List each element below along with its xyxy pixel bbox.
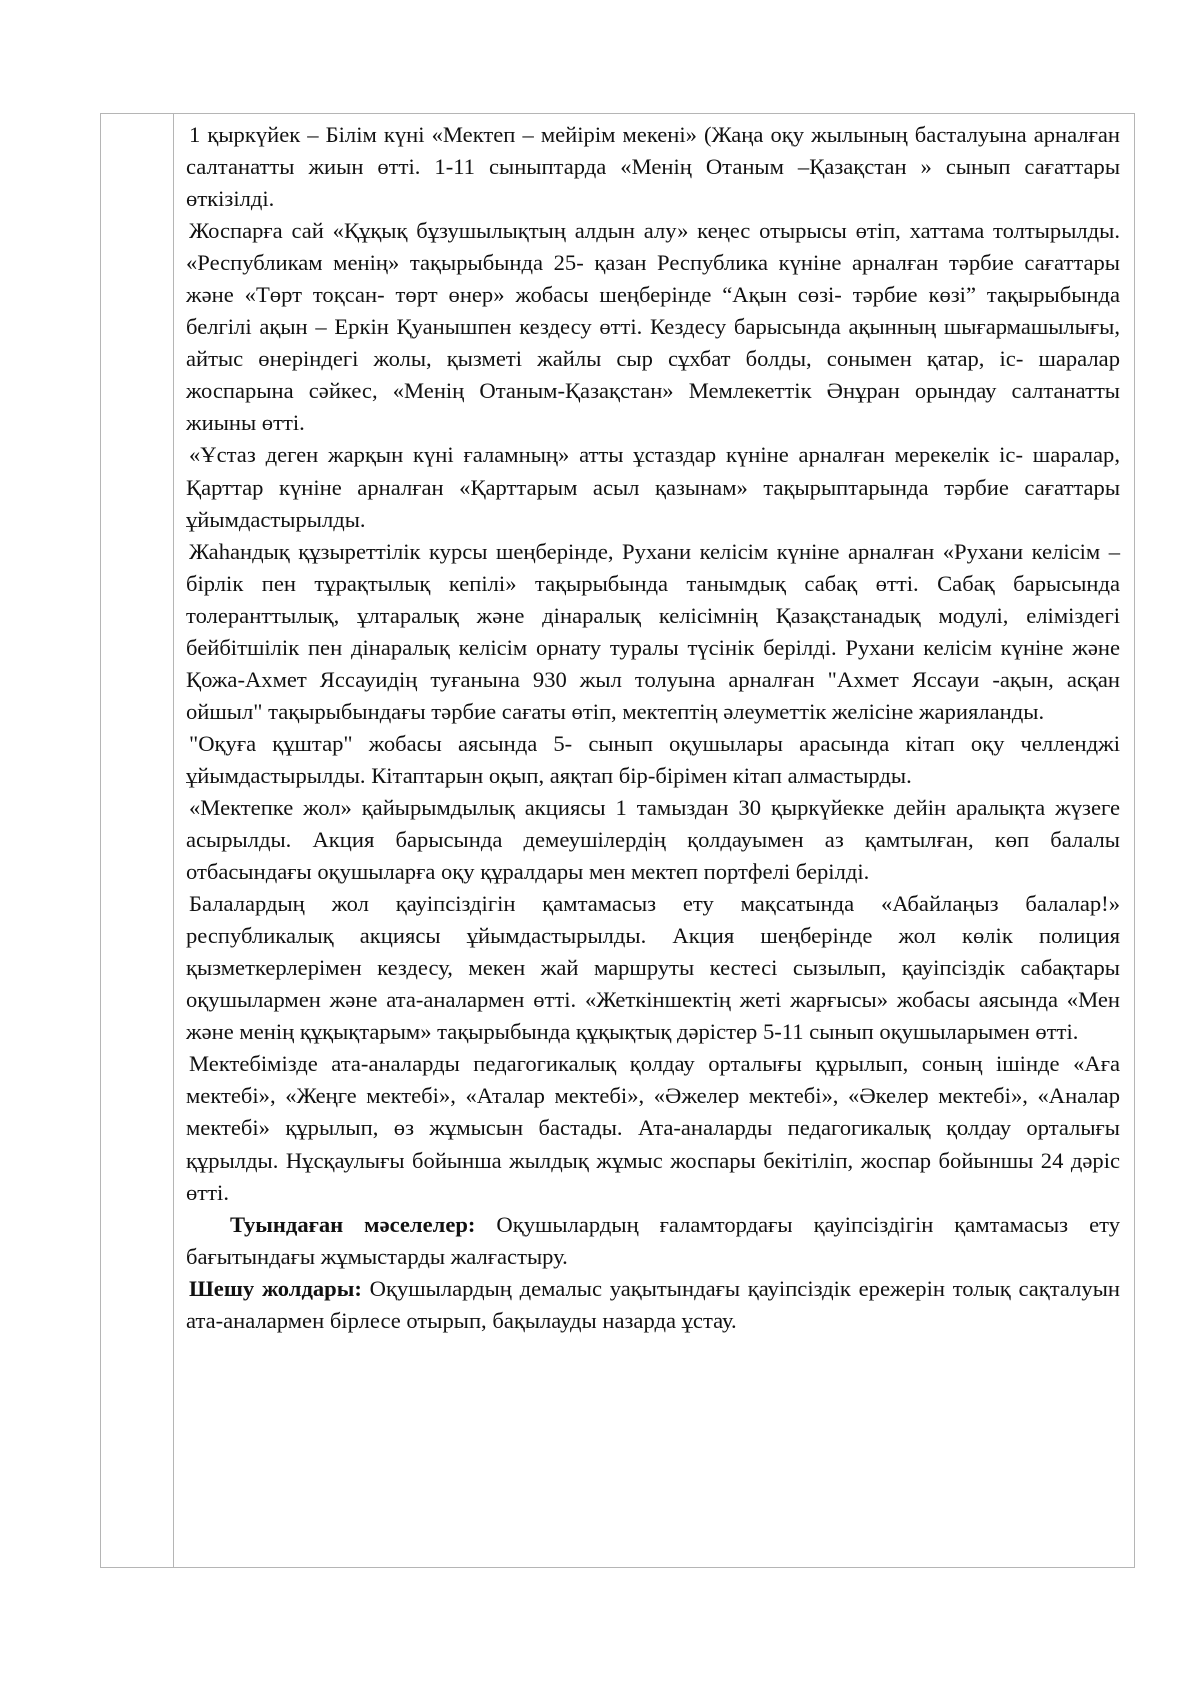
problems-text: Оқушылардың ғаламтордағы қауіпсіздігін қамтамасыз ету бағытындағы жұмыстарды жалғастыру.: [186, 1211, 1120, 1269]
paragraph-solutions: [186, 1273, 1120, 1337]
problems-label: Туындаған мәселелер:: [230, 1211, 476, 1237]
paragraph-knowledge-day: 1 қыркүйек – Білім күні «Мектеп – мейірім мекені» (Жаңа оқу жылының басталуына арналған салтанатты жиын өтті. 1-11 сыныптарда «Менің Отаным –Қазақстан » сынып сағаттары өткізілді.: [186, 122, 1120, 212]
table-left-cell: [101, 114, 174, 1567]
solutions-text: Оқушылардың демалыс уақытындағы қауіпсіздік ережерін толық сақталуын ата-аналармен бірлесе отырып, бақылауды назарда ұстау.: [186, 1275, 1120, 1333]
paragraph-teachers-day: «Ұстаз деген жарқын күні ғаламның» атты ұстаздар күніне арналған мерекелік іс- шаралар, Қарттар күніне арналған «Қарттарым асыл қазынам» тақырыптарында тәрбие сағаттары ұйымдастырылды.: [186, 442, 1120, 532]
paragraph-problems: [186, 1209, 1120, 1273]
solutions-label: Шешу жолдары:: [189, 1275, 362, 1301]
table-text-cell: [174, 114, 1134, 1567]
paragraph-road-safety: Балалардың жол қауіпсіздігін қамтамасыз ету мақсатында «Абайлаңыз балалар!» республикалық акциясы ұйымдастырылды. Акция шеңберінде жол көлік полиция қызметкерлерімен кездесу, мекен жай маршруты кестесі сызылып, қауіпсіздік сабақтары оқушылармен және ата-аналармен өтті. «Жеткіншектің жеті жарғысы» жобасы аясында «Мен және менің құқықтарым» тақырыбында құқықтық дәрістер 5-11 сынып оқушыларымен өтті.: [186, 891, 1120, 1045]
paragraph-parents-center: Мектебімізде ата-аналарды педагогикалық қолдау орталығы құрылып, соның ішінде «Аға мектебі», «Жеңге мектебі», «Аталар мектебі», «Әжелер мектебі», «Әкелер мектебі», «Аналар мектебі» құрылып, өз жұмысын бастады. Ата-аналарды педагогикалық қолдау орталығы құрылды. Нұсқаулығы бойынша жылдық жұмыс жоспары бекітіліп, жоспар бойыншы 24 дәріс өтті.: [186, 1051, 1120, 1205]
paragraph-spiritual-harmony: Жаһандық құзыреттілік курсы шеңберінде, Рухани келісім күніне арналған «Рухани келісім – бірлік пен тұрақтылық кепілі» тақырыбында танымдық сабақ өтті. Сабақ барысында толеранттылық, ұлтаралық және дінаралық келісімнің Қазақстанадық модулі, еліміздегі бейбітшілік пен дінаралық келісім орнату туралы түсінік берілді. Рухани келісім күніне және Қожа-Ахмет Яссауидің туғанына 930 жыл толуына арналған "Ахмет Яссауи -ақын, асқан ойшыл" тақырыбындағы тәрбие сағаты өтіп, мектептің әлеуметтік желісіне жарияланды.: [186, 538, 1120, 724]
paragraph-reading-challenge: "Оқуға құштар" жобасы аясында 5- сынып оқушылары арасында кітап оқу челленджі ұйымдастырылды. Кітаптарын оқып, аяқтап бір-бірімен кітап алмастырды.: [186, 730, 1120, 788]
paragraph-road-to-school: «Мектепке жол» қайырымдылық акциясы 1 тамыздан 30 қыркүйекке дейін аралықта жүзеге асырылды. Акция барысында демеушілердің қолдауымен аз қамтылған, көп балалы отбасындағы оқушыларға оқу құралдары мен мектеп портфелі берілді.: [186, 794, 1120, 885]
paragraph-law-council: Жоспарға сай «Құқық бұзушылықтың алдын алу» кеңес отырысы өтіп, хаттама толтырылды. «Республикам менің» тақырыбында 25- қазан Республика күніне арналған тәрбие сағаттары және «Төрт тоқсан- төрт өнер» жобасы шеңберінде “Ақын сөзі- тәрбие көзі” тақырыбында белгілі ақын – Еркін Қуанышпен кездесу өтті. Кездесу барысында ақынның шығармашылығы, айтыс өнеріндегі жолы, қызметі жайлы сыр сұхбат болды, сонымен қатар, іс- шаралар жоспарына сәйкес, «Менің Отаным-Қазақстан» Мемлекеттік Әнұран орындау салтанатты жиыны өтті.: [186, 218, 1120, 436]
report-table: [100, 113, 1135, 1568]
